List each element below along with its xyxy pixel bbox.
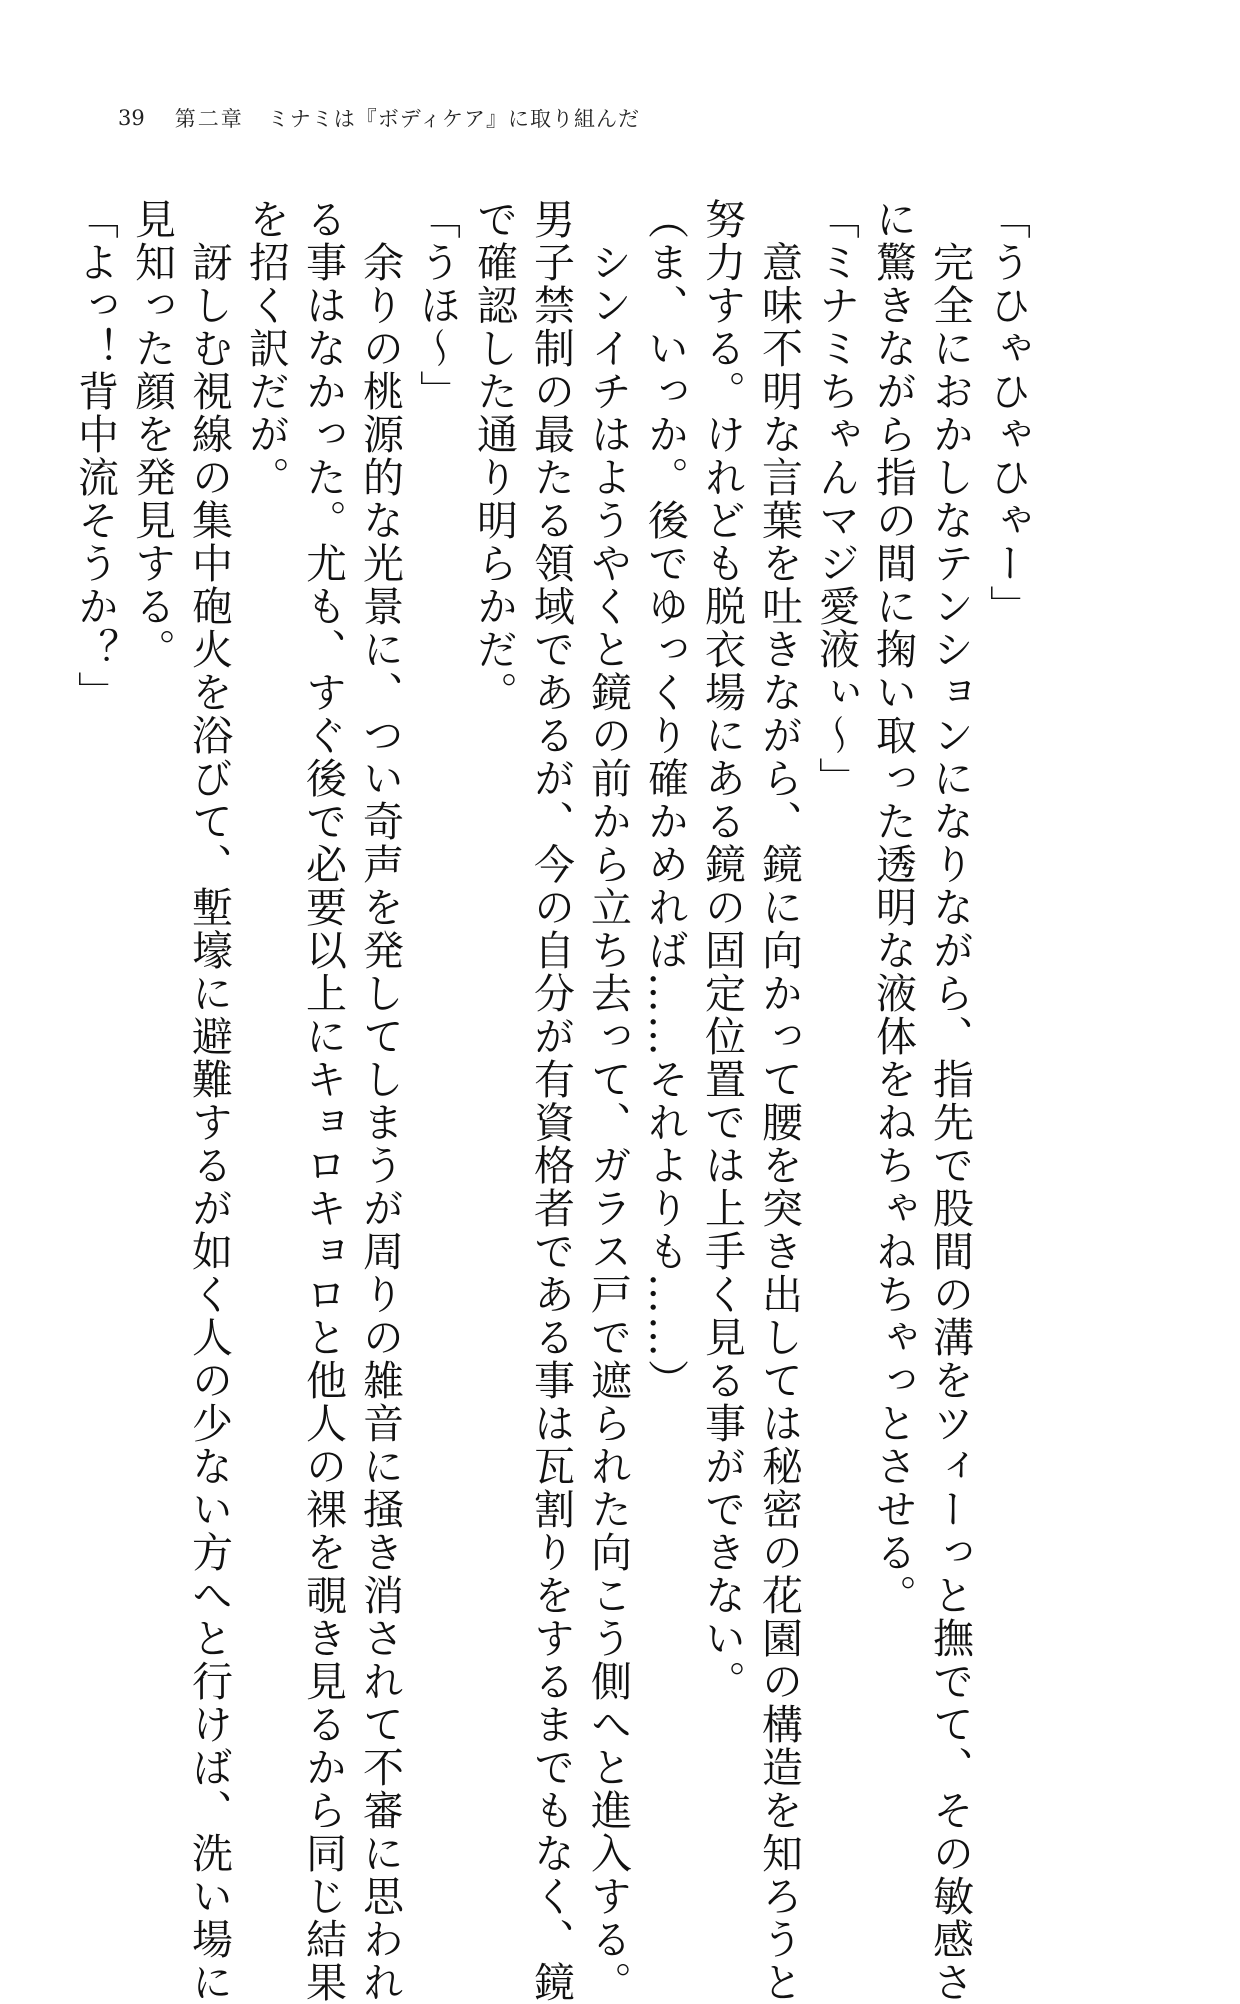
text-line: を招く訳だが。 xyxy=(242,198,290,499)
text-line: 「うほ～」 xyxy=(413,198,461,413)
text-line: 完全におかしなテンションになりながら、指先で股間の溝をツィーっと撫でて、その敏感さ xyxy=(926,198,974,2004)
chapter-title: ミナミは『ボディケア』に取り組んだ xyxy=(267,107,641,131)
text-line: （ま、いっか。後でゆっくり確かめれば……それよりも……） xyxy=(641,198,689,1402)
text-line: 訝しむ視線の集中砲火を浴びて、塹壕に避難するが如く人の少ない方へと行けば、洗い場に xyxy=(185,198,233,2004)
text-line: 余りの桃源的な光景に、つい奇声を発してしまうが周りの雑音に掻き消されて不審に思われ xyxy=(356,198,404,2004)
text-line: 努力する。けれども脱衣場にある鏡の固定位置では上手く見る事ができない。 xyxy=(698,198,746,1703)
novel-body-text xyxy=(71,198,1031,2004)
running-head xyxy=(118,98,640,138)
text-line: に驚きながら指の間に掬い取った透明な液体をねちゃねちゃっとさせる。 xyxy=(869,198,917,1617)
page-number: 39 xyxy=(118,106,145,130)
text-line: 男子禁制の最たる領域であるが、今の自分が有資格者である事は瓦割りをするまでもなく、鏡 xyxy=(527,198,575,2004)
text-line: 「うひゃひゃひゃー」 xyxy=(983,198,1031,628)
text-line: シンイチはようやくと鏡の前から立ち去って、ガラス戸で遮られた向こう側へと進入する。 xyxy=(584,198,632,2004)
text-line: で確認した通り明らかだ。 xyxy=(470,198,518,714)
text-line: 「よっ！背中流そうか？」 xyxy=(71,198,119,714)
text-line: 意味不明な言葉を吐きながら、鏡に向かって腰を突き出しては秘密の花園の構造を知ろうと xyxy=(755,198,803,2004)
text-line: る事はなかった。尤も、すぐ後で必要以上にキョロキョロと他人の裸を覗き見るから同じ結果 xyxy=(299,198,347,2004)
text-line: 「ミナミちゃんマジ愛液ぃ～」 xyxy=(812,198,860,800)
chapter-label: 第二章 xyxy=(174,107,244,131)
text-line: 見知った顔を発見する。 xyxy=(128,198,176,671)
